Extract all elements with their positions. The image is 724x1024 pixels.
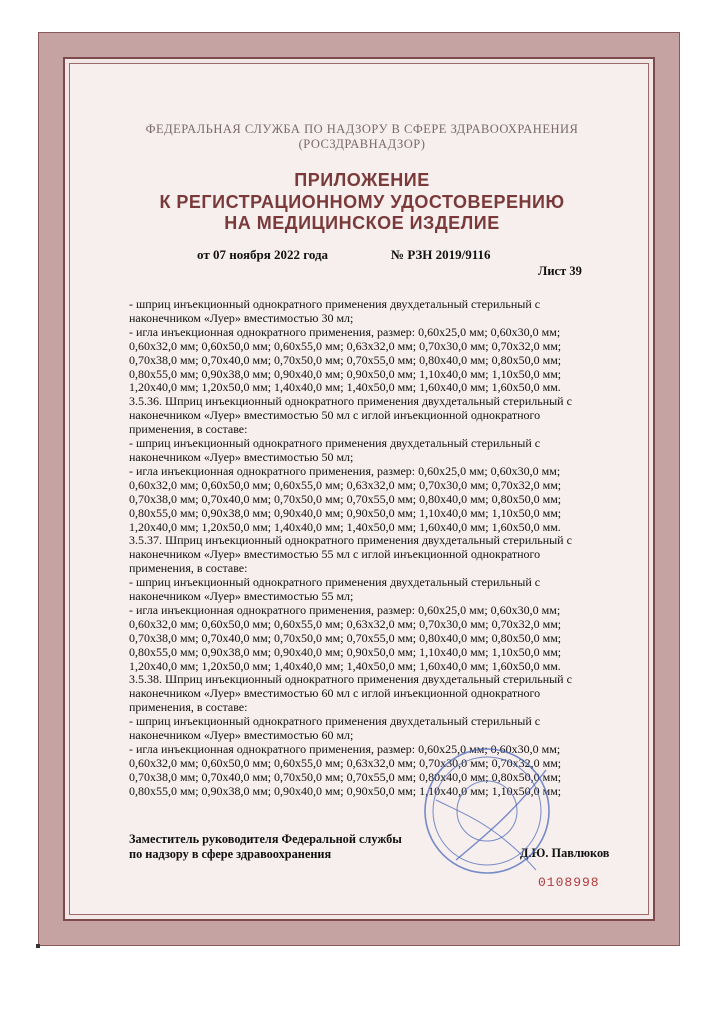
scan-mark xyxy=(36,944,40,948)
body-line: - шприц инъекционный однократного применения двухдетальный стерильный с xyxy=(129,575,541,590)
agency-name: ФЕДЕРАЛЬНАЯ СЛУЖБА ПО НАДЗОРУ В СФЕРЕ ЗДРАВООХРАНЕНИЯ xyxy=(145,122,579,136)
body-line: применения, в составе: xyxy=(129,561,248,576)
body-line: наконечником «Луер» вместимостью 60 мл с иглой инъекционной однократного xyxy=(129,686,541,701)
body-line: 0,70х38,0 мм; 0,70х40,0 мм; 0,70х50,0 мм; 0,70х55,0 мм; 0,80х40,0 мм; 0,80х50,0 мм; xyxy=(129,352,562,367)
body-line: наконечником «Луер» вместимостью 50 мл; xyxy=(129,449,354,464)
body-line: 0,60х32,0 мм; 0,60х50,0 мм; 0,60х55,0 мм; 0,63х32,0 мм; 0,70х30,0 мм; 0,70х32,0 мм; xyxy=(129,338,562,353)
body-line: 0,70х38,0 мм; 0,70х40,0 мм; 0,70х50,0 мм; 0,70х55,0 мм; 0,80х40,0 мм; 0,80х50,0 мм; xyxy=(129,630,562,645)
body-line: - шприц инъекционный однократного применения двухдетальный стерильный с xyxy=(129,436,541,451)
body-line: - шприц инъекционный однократного применения двухдетальный стерильный с xyxy=(129,714,541,729)
body-line: 3.5.36. Шприц инъекционный однократного применения двухдетальный стерильный с xyxy=(129,394,572,409)
body-line: 0,80х55,0 мм; 0,90х38,0 мм; 0,90х40,0 мм; 0,90х50,0 мм; 1,10х40,0 мм; 1,10х50,0 мм; xyxy=(129,366,562,381)
body-line: наконечником «Луер» вместимостью 50 мл с иглой инъекционной однократного xyxy=(129,408,541,423)
body-line: 0,60х32,0 мм; 0,60х50,0 мм; 0,60х55,0 мм; 0,63х32,0 мм; 0,70х30,0 мм; 0,70х32,0 мм; xyxy=(129,616,562,631)
body-line: 1,20х40,0 мм; 1,20х50,0 мм; 1,40х40,0 мм; 1,40х50,0 мм; 1,60х40,0 мм; 1,60х50,0 мм. xyxy=(129,380,561,395)
body-line: применения, в составе: xyxy=(129,700,248,715)
body-line: наконечником «Луер» вместимостью 60 мл; xyxy=(129,728,354,743)
title-line-2: К РЕГИСТРАЦИОННОМУ УДОСТОВЕРЕНИЮ xyxy=(159,192,565,212)
body-line: 3.5.38. Шприц инъекционный однократного применения двухдетальный стерильный с xyxy=(129,672,572,687)
issue-date: от 07 ноября 2022 года xyxy=(197,247,329,262)
signatory-title-line-1: Заместитель руководителя Федеральной службы xyxy=(129,832,402,846)
body-line: 1,20х40,0 мм; 1,20х50,0 мм; 1,40х40,0 мм; 1,40х50,0 мм; 1,60х40,0 мм; 1,60х50,0 мм. xyxy=(129,519,561,534)
body-line: наконечником «Луер» вместимостью 55 мл с иглой инъекционной однократного xyxy=(129,547,541,562)
body-line: - игла инъекционная однократного применения, размер: 0,60х25,0 мм; 0,60х30,0 мм; xyxy=(129,742,561,756)
body-line: 0,60х32,0 мм; 0,60х50,0 мм; 0,60х55,0 мм; 0,63х32,0 мм; 0,70х30,0 мм; 0,70х32,0 мм; xyxy=(129,755,562,770)
body-text xyxy=(129,298,610,799)
body-line: 0,80х55,0 мм; 0,90х38,0 мм; 0,90х40,0 мм; 0,90х50,0 мм; 1,10х40,0 мм; 1,10х50,0 мм; xyxy=(129,783,562,798)
body-line: 0,70х38,0 мм; 0,70х40,0 мм; 0,70х50,0 мм; 0,70х55,0 мм; 0,80х40,0 мм; 0,80х50,0 мм; xyxy=(129,491,562,506)
body-line: - игла инъекционная однократного применения, размер: 0,60х25,0 мм; 0,60х30,0 мм; xyxy=(129,463,561,478)
signatory-name: Д.Ю. Павлюков xyxy=(520,846,610,860)
body-line: применения, в составе: xyxy=(129,422,248,437)
body-line: 1,20х40,0 мм; 1,20х50,0 мм; 1,40х40,0 мм; 1,40х50,0 мм; 1,60х40,0 мм; 1,60х50,0 мм. xyxy=(129,658,561,673)
body-line: - игла инъекционная однократного применения, размер: 0,60х25,0 мм; 0,60х30,0 мм; xyxy=(129,602,561,617)
title-line-1: ПРИЛОЖЕНИЕ xyxy=(294,170,430,190)
registration-number: № РЗН 2019/9116 xyxy=(391,247,491,262)
serial-number: 0108998 xyxy=(538,875,600,890)
body-line: 0,70х38,0 мм; 0,70х40,0 мм; 0,70х50,0 мм; 0,70х55,0 мм; 0,80х40,0 мм; 0,80х50,0 мм; xyxy=(129,769,562,784)
signatory-title-line-2: по надзору в сфере здравоохранения xyxy=(129,847,332,861)
body-line: наконечником «Луер» вместимостью 30 мл; xyxy=(129,310,354,325)
body-line: - шприц инъекционный однократного применения двухдетальный стерильный с xyxy=(129,297,541,311)
body-line: наконечником «Луер» вместимостью 55 мл; xyxy=(129,589,354,604)
body-line: 0,80х55,0 мм; 0,90х38,0 мм; 0,90х40,0 мм; 0,90х50,0 мм; 1,10х40,0 мм; 1,10х50,0 мм; xyxy=(129,644,562,659)
sheet-number: Лист 39 xyxy=(538,264,582,278)
official-stamp xyxy=(416,740,558,882)
body-line: 0,80х55,0 мм; 0,90х38,0 мм; 0,90х40,0 мм; 0,90х50,0 мм; 1,10х40,0 мм; 1,10х50,0 мм; xyxy=(129,505,562,520)
title-line-3: НА МЕДИЦИНСКОЕ ИЗДЕЛИЕ xyxy=(224,213,500,233)
agency-abbr: (РОСЗДРАВНАДЗОР) xyxy=(298,137,426,151)
body-line: 0,60х32,0 мм; 0,60х50,0 мм; 0,60х55,0 мм; 0,63х32,0 мм; 0,70х30,0 мм; 0,70х32,0 мм; xyxy=(129,477,562,492)
body-line: 3.5.37. Шприц инъекционный однократного применения двухдетальный стерильный с xyxy=(129,533,572,548)
body-line: - игла инъекционная однократного применения, размер: 0,60х25,0 мм; 0,60х30,0 мм; xyxy=(129,324,561,339)
